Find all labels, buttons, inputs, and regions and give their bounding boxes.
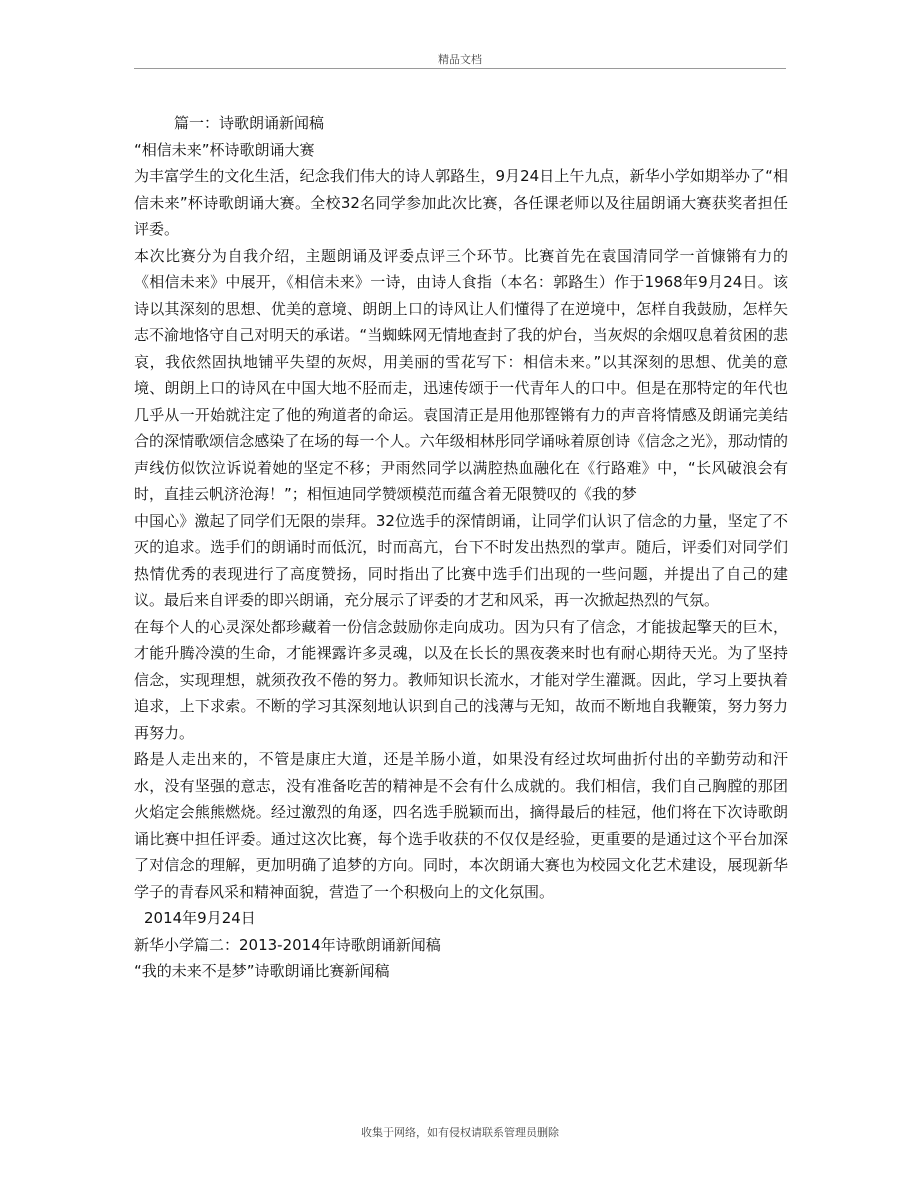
- article-body: [134, 110, 788, 985]
- page-header-label: 精品文档: [438, 53, 482, 66]
- paragraph-1: 为丰富学生的文化生活，纪念我们伟大的诗人郭路生，9月24日上午九点，新华小学如期举办了“相信未来”杯诗歌朗诵大赛。全校32名同学参加此次比赛，各任课老师以及往届朗诵大赛获奖者担任评委。: [134, 167, 788, 238]
- paragraph-3: 中国心》激起了同学们无限的崇拜。32位选手的深情朗诵，让同学们认识了信念的力量，坚定了不灭的追求。选手们的朗诵时而低沉，时而高亢，台下不时发出热烈的掌声。随后，评委们对同学们热情优秀的表现进行了高度赞扬，同时指出了比赛中选手们出现的一些问题，并提出了自己的建议。最后来自评委的即兴朗诵，充分展示了评委的才艺和风采，再一次掀起热烈的气氛。: [134, 511, 788, 609]
- header-divider: [134, 68, 786, 69]
- next-section-subtitle: “我的未来不是梦”诗歌朗诵比赛新闻稿: [134, 962, 390, 980]
- article-date: 2014年9月24日: [144, 909, 256, 927]
- section-title: 篇一：诗歌朗诵新闻稿: [174, 114, 325, 132]
- paragraph-5: 路是人走出来的，不管是康庄大道，还是羊肠小道，如果没有经过坎坷曲折付出的辛勤劳动和汗水，没有坚强的意志，没有准备吃苦的精神是不会有什么成就的。我们相信，我们自己胸膛的那团火焰定会熊熊燃烧。经过激烈的角逐，四名选手脱颖而出，摘得最后的桂冠，他们将在下次诗歌朗诵比赛中担任评委。通过这次比赛，每个选手收获的不仅仅是经验，更重要的是通过这个平台加深了对信念的理解，更加明确了追梦的方向。同时，本次朗诵大赛也为校园文化艺术建设，展现新华学子的青春风采和精神面貌，营造了一个积极向上的文化氛围。: [134, 750, 788, 901]
- article-subtitle: “相信未来”杯诗歌朗诵大赛: [134, 140, 315, 159]
- paragraph-2: 本次比赛分为自我介绍，主题朗诵及评委点评三个环节。比赛首先在袁国清同学一首慷锵有力的《相信未来》中展开，《相信未来》一诗，由诗人食指（本名：郭路生）作于1968年9月24日。该诗以其深刻的思想、优美的意境、朗朗上口的诗风让人们懂得了在逆境中，怎样自我鼓励，怎样矢志不渝地恪守自己对明天的承诺。“当蜘蛛网无情地查封了我的炉台，当灰烬的余烟叹息着贫困的悲哀，我依然固执地铺平失望的灰烬，用美丽的雪花写下：相信未来。”以其深刻的思想、优美的意境、朗朗上口的诗风在中国大地不胫而走，迅速传颂于一代青年人的口中。但是在那特定的年代也几乎从一开始就注定了他的殉道者的命运。袁国清正是用他那铿锵有力的声音将情感及朗诵完美结合的深情歌颂信念感染了在场的每一个人。六年级相林彤同学诵咏着原创诗《信念之光》，那动情的声线仿似饮泣诉说着她的坚定不移；尹雨然同学以满腔热血融化在《行路难》中，“长风破浪会有时，直挂云帆济沧海！”；相恒迪同学赞颂模范而蕴含着无限赞叹的《我的梦: [134, 246, 788, 503]
- next-section-title: 新华小学篇二：2013-2014年诗歌朗诵新闻稿: [134, 935, 441, 954]
- paragraph-4: 在每个人的心灵深处都珍藏着一份信念鼓励你走向成功。因为只有了信念，才能拔起擎天的巨木，才能升腾冷漠的生命，才能裸露许多灵魂，以及在长长的黑夜袭来时也有耐心期待天光。为了坚持信念，实现理想，就须孜孜不倦的努力。教师知识长流水，才能对学生灌溉。因此，学习上要执着追求，上下求索。不断的学习其深刻地认识到自己的浅薄与无知，故而不断地自我鞭策，努力努力再努力。: [134, 617, 788, 742]
- page-footer-label: 收集于网络，如有侵权请联系管理员删除: [361, 1126, 559, 1139]
